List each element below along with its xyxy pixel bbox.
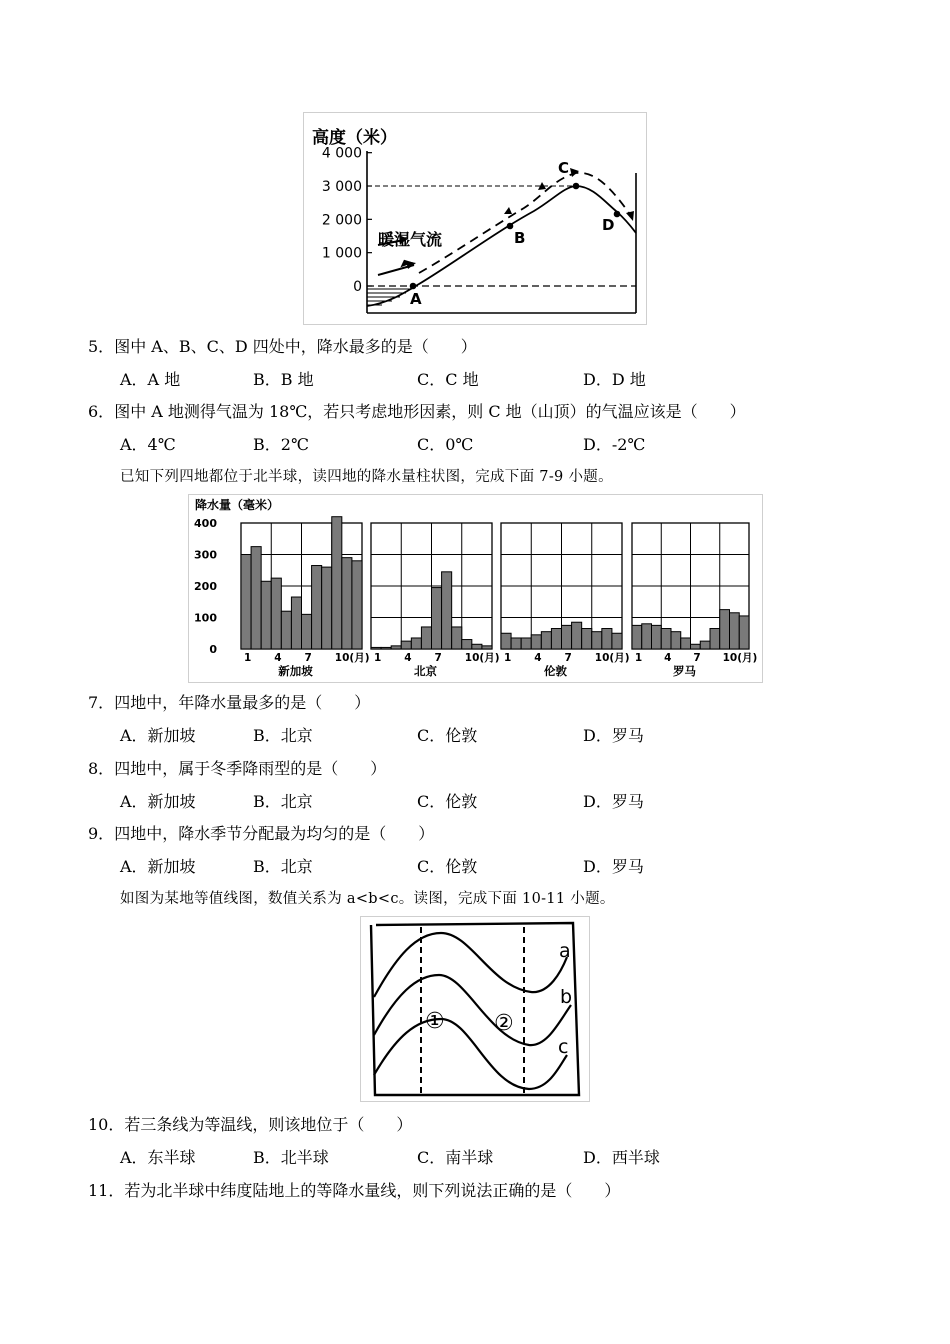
chart-x-tick-label: 7 bbox=[564, 652, 572, 664]
q6-option-a[interactable]: A．4℃ bbox=[120, 435, 176, 454]
q7-option-b[interactable]: B．北京 bbox=[253, 726, 313, 745]
q8-option-b[interactable]: B．北京 bbox=[253, 792, 313, 811]
precip-bar bbox=[691, 644, 701, 649]
precip-bar bbox=[632, 625, 642, 649]
q7-option-c[interactable]: C．伦敦 bbox=[417, 726, 478, 745]
isoline-label-a: a bbox=[559, 940, 571, 962]
precip-bar bbox=[251, 547, 261, 649]
airflow-path bbox=[419, 173, 629, 273]
precip-bar bbox=[700, 641, 710, 649]
chart-x-tick-label: 4 bbox=[404, 652, 412, 664]
precipitation-charts-svg bbox=[189, 495, 762, 682]
precip-bar bbox=[501, 633, 511, 649]
isoline-label-b: b bbox=[560, 986, 573, 1008]
y-tick-label: 2 000 bbox=[321, 212, 362, 229]
precip-bar bbox=[531, 635, 541, 649]
chart-x-tick-label: 10(月) bbox=[594, 652, 630, 664]
precip-bar bbox=[592, 632, 602, 649]
q10-option-a[interactable]: A．东半球 bbox=[120, 1148, 196, 1167]
airflow-label: 暖湿气流 bbox=[378, 230, 443, 249]
question-11-stem: 11．若为北半球中纬度陆地上的等降水量线，则下列说法正确的是（ ） bbox=[88, 1181, 621, 1200]
precip-bar bbox=[612, 633, 622, 649]
chart-x-tick-label: 7 bbox=[693, 652, 701, 664]
q10-option-b[interactable]: B．北半球 bbox=[253, 1148, 329, 1167]
precip-bar bbox=[720, 610, 730, 649]
precip-bar bbox=[312, 566, 322, 649]
q9-option-d[interactable]: D．罗马 bbox=[583, 857, 644, 876]
precip-bar bbox=[342, 558, 352, 649]
q7-option-a[interactable]: A．新加坡 bbox=[120, 726, 196, 745]
precip-bar bbox=[661, 629, 671, 649]
precip-chart-2 bbox=[501, 523, 630, 678]
question-8-options bbox=[120, 789, 880, 811]
chart-x-tick-label: 7 bbox=[434, 652, 442, 664]
chart-series-name: 北京 bbox=[414, 664, 437, 678]
precip-bar bbox=[442, 572, 452, 649]
q10-option-c[interactable]: C．南半球 bbox=[417, 1148, 494, 1167]
question-5-options bbox=[120, 367, 880, 389]
isoline-a bbox=[374, 933, 567, 997]
terrain-profile-svg bbox=[304, 113, 646, 324]
chart-x-tick-label: 7 bbox=[304, 652, 312, 664]
q6-option-b[interactable]: B．2℃ bbox=[253, 435, 309, 454]
q8-option-a[interactable]: A．新加坡 bbox=[120, 792, 196, 811]
precip-bar bbox=[421, 627, 431, 649]
q6-option-c[interactable]: C．0℃ bbox=[417, 435, 474, 454]
precip-bar bbox=[271, 578, 281, 649]
precip-bar bbox=[452, 627, 462, 649]
question-8-stem: 8．四地中，属于冬季降雨型的是（ ） bbox=[88, 759, 387, 778]
chart-series-name: 新加坡 bbox=[278, 664, 313, 678]
precip-bar bbox=[472, 644, 482, 649]
precip-bar bbox=[291, 597, 301, 649]
precip-bar bbox=[482, 646, 492, 649]
chart-y-tick-label: 400 bbox=[194, 517, 217, 530]
precip-bar bbox=[652, 625, 662, 649]
precip-bar bbox=[391, 646, 401, 649]
chart-x-tick-label: 1 bbox=[244, 652, 252, 664]
chart-x-tick-label: 10(月) bbox=[334, 652, 370, 664]
isoline-label-c: c bbox=[558, 1036, 569, 1058]
question-6-stem: 6．图中 A 地测得气温为 18℃，若只考虑地形因素，则 C 地（山顶）的气温应该是（ ） bbox=[88, 402, 746, 421]
chart-series-name: 伦敦 bbox=[544, 664, 567, 678]
point-label-2: ② bbox=[494, 1011, 514, 1036]
airflow-arrows bbox=[378, 168, 634, 275]
isoline-svg bbox=[361, 917, 589, 1101]
precip-bar bbox=[582, 629, 592, 649]
point-marker-a bbox=[410, 283, 417, 290]
precip-bar bbox=[462, 640, 472, 649]
precip-bar bbox=[541, 632, 551, 649]
q5-option-b[interactable]: B．B 地 bbox=[253, 370, 314, 389]
question-5-stem: 5．图中 A、B、C、D 四处中，降水最多的是（ ） bbox=[88, 337, 477, 356]
precip-bar bbox=[681, 638, 691, 649]
q5-option-c[interactable]: C．C 地 bbox=[417, 370, 479, 389]
precip-bar bbox=[562, 625, 572, 649]
chart-x-tick-label: 1 bbox=[374, 652, 382, 664]
precip-bar bbox=[381, 647, 391, 649]
chart-x-tick-label: 4 bbox=[534, 652, 542, 664]
chart-y-tick-label: 100 bbox=[194, 611, 217, 625]
precip-bar bbox=[322, 567, 332, 649]
q9-option-b[interactable]: B．北京 bbox=[253, 857, 313, 876]
precip-bar bbox=[572, 622, 582, 649]
chart-y-tick-label: 300 bbox=[194, 548, 217, 562]
isoline-figure bbox=[360, 916, 590, 1102]
intro-questions-7-9: 已知下列四地都位于北半球，读四地的降水量柱状图，完成下面 7-9 小题。 bbox=[120, 469, 613, 485]
precip-bar bbox=[511, 638, 521, 649]
point-label-d: D bbox=[602, 216, 615, 234]
y-tick-label: 1 000 bbox=[321, 245, 362, 262]
chart-series-name: 罗马 bbox=[673, 664, 696, 678]
precip-bar bbox=[730, 613, 740, 649]
point-label-c: C bbox=[558, 159, 570, 177]
chart-x-tick-label: 10(月) bbox=[464, 652, 500, 664]
precip-bar bbox=[371, 647, 381, 649]
q8-option-d[interactable]: D．罗马 bbox=[583, 792, 644, 811]
chart-y-tick-label: 0 bbox=[209, 643, 217, 656]
question-6-options bbox=[120, 432, 880, 454]
precip-bar bbox=[602, 629, 612, 649]
question-9-stem: 9．四地中，降水季节分配最为均匀的是（ ） bbox=[88, 824, 435, 843]
chart-x-tick-label: 4 bbox=[664, 652, 672, 664]
precip-bar bbox=[241, 555, 251, 650]
point-label-1: ① bbox=[425, 1009, 445, 1034]
point-marker-c bbox=[573, 183, 580, 190]
point-label-b: B bbox=[514, 229, 526, 247]
precip-bar bbox=[302, 614, 312, 649]
question-10-stem: 10．若三条线为等温线，则该地位于（ ） bbox=[88, 1115, 413, 1134]
precip-bar bbox=[401, 641, 411, 649]
precip-bar bbox=[352, 561, 362, 649]
y-tick-label: 4 000 bbox=[321, 145, 362, 162]
precip-chart-1 bbox=[371, 523, 500, 678]
precip-bar bbox=[739, 616, 749, 649]
precip-chart-3 bbox=[632, 523, 757, 678]
chart-x-tick-label: 10(月) bbox=[722, 652, 758, 664]
q10-option-d[interactable]: D．西半球 bbox=[583, 1148, 660, 1167]
y-axis-label: 高度（米） bbox=[312, 128, 397, 148]
precip-bar bbox=[671, 632, 681, 649]
terrain-profile-figure bbox=[303, 112, 647, 325]
q5-option-a[interactable]: A．A 地 bbox=[120, 370, 181, 389]
point-marker-b bbox=[507, 223, 514, 230]
precip-bar bbox=[642, 624, 652, 649]
chart-y-axis-label: 降水量（毫米） bbox=[195, 498, 280, 512]
precip-bar bbox=[432, 588, 442, 649]
precip-bar bbox=[551, 629, 561, 649]
q9-option-c[interactable]: C．伦敦 bbox=[417, 857, 478, 876]
intro-questions-10-11: 如图为某地等值线图，数值关系为 a<b<c。读图，完成下面 10-11 小题。 bbox=[120, 891, 615, 907]
isoline-c bbox=[374, 1019, 567, 1089]
precip-bar bbox=[332, 517, 342, 649]
q9-option-a[interactable]: A．新加坡 bbox=[120, 857, 196, 876]
question-9-options bbox=[120, 854, 880, 876]
precip-bar bbox=[710, 629, 720, 649]
q6-option-d[interactable]: D．-2℃ bbox=[583, 435, 646, 454]
chart-x-tick-label: 1 bbox=[634, 652, 643, 664]
point-marker-d bbox=[614, 211, 621, 218]
q5-option-d[interactable]: D．D 地 bbox=[583, 370, 646, 389]
q7-option-d[interactable]: D．罗马 bbox=[583, 726, 644, 745]
isoline-frame bbox=[371, 923, 579, 1095]
point-label-a: A bbox=[410, 290, 422, 308]
chart-x-tick-label: 4 bbox=[274, 652, 282, 664]
precip-bar bbox=[281, 611, 291, 649]
precip-bar bbox=[261, 581, 271, 649]
y-tick-label: 0 bbox=[353, 279, 362, 295]
question-7-options bbox=[120, 723, 880, 745]
question-7-stem: 7．四地中，年降水量最多的是（ ） bbox=[88, 693, 371, 712]
precipitation-charts-figure bbox=[188, 494, 763, 683]
q8-option-c[interactable]: C．伦敦 bbox=[417, 792, 478, 811]
chart-x-tick-label: 1 bbox=[504, 652, 512, 664]
y-tick-label: 3 000 bbox=[321, 179, 362, 196]
chart-y-tick-label: 200 bbox=[194, 580, 217, 593]
question-10-options bbox=[120, 1145, 880, 1167]
precip-chart-0 bbox=[241, 517, 370, 678]
precip-bar bbox=[521, 638, 531, 649]
precip-bar bbox=[411, 638, 421, 649]
